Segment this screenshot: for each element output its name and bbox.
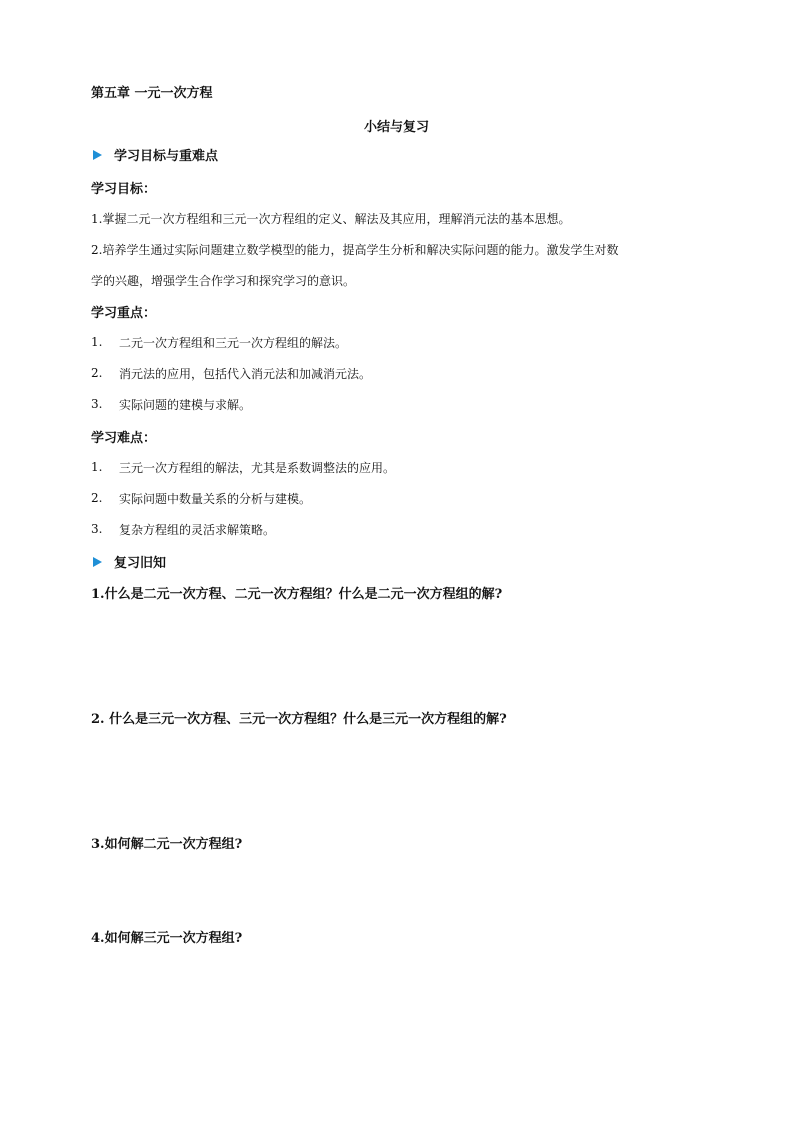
objective-line-1: 1.掌握二元一次方程组和三元一次方程组的定义、解法及其应用，理解消元法的基本思想。 xyxy=(91,212,571,226)
review-question-3: 3.如何解二元一次方程组? xyxy=(91,837,243,852)
difficulty-text: 三元一次方程组的解法，尤其是系数调整法的应用。 xyxy=(119,461,396,475)
difficulty-number: 3. xyxy=(91,522,103,536)
section-heading-objectives: 学习目标与重难点 xyxy=(114,149,219,164)
key-point-number: 3. xyxy=(91,397,103,411)
section-arrow-icon xyxy=(93,557,102,567)
objective-line-2: 2.培养学生通过实际问题建立数学模型的能力，提高学生分析和解决实际问题的能力。激发学生对数 xyxy=(91,243,619,257)
review-question-4: 4.如何解三元一次方程组? xyxy=(91,931,243,946)
difficulty-number: 2. xyxy=(91,491,103,505)
difficulty-text: 实际问题中数量关系的分析与建模。 xyxy=(119,492,312,506)
objectives-label: 学习目标： xyxy=(91,182,157,197)
difficulty-text: 复杂方程组的灵活求解策略。 xyxy=(119,523,276,537)
key-point-text: 实际问题的建模与求解。 xyxy=(119,398,252,412)
difficulty-number: 1. xyxy=(91,460,103,474)
chapter-title: 第五章 一元一次方程 xyxy=(91,86,213,101)
key-point-number: 1. xyxy=(91,335,103,349)
section-heading-review: 复习旧知 xyxy=(114,556,167,571)
key-point-number: 2. xyxy=(91,366,103,380)
key-points-label: 学习重点： xyxy=(91,306,157,321)
review-question-1: 1.什么是二元一次方程、二元一次方程组？什么是二元一次方程组的解? xyxy=(91,587,503,602)
key-point-text: 消元法的应用，包括代入消元法和加减消元法。 xyxy=(119,367,372,381)
key-point-text: 二元一次方程组和三元一次方程组的解法。 xyxy=(119,336,348,350)
objective-line-3: 学的兴趣，增强学生合作学习和探究学习的意识。 xyxy=(91,274,356,288)
difficulties-label: 学习难点： xyxy=(91,431,157,446)
page-title: 小结与复习 xyxy=(364,120,430,135)
section-arrow-icon xyxy=(93,150,102,160)
review-question-2: 2. 什么是三元一次方程、三元一次方程组？什么是三元一次方程组的解? xyxy=(91,712,507,727)
